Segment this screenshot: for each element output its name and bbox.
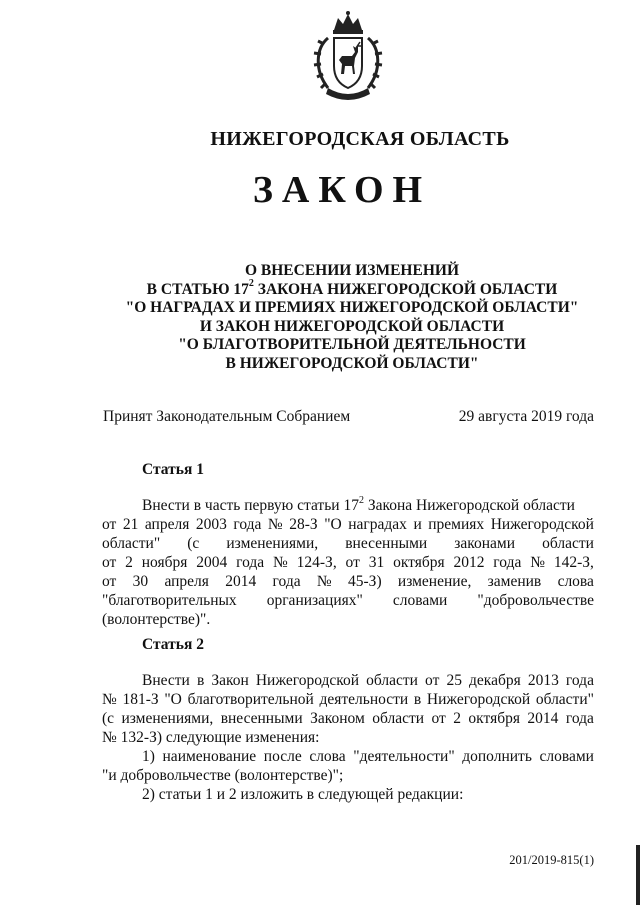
word: от [102,554,117,571]
word: года [272,573,301,590]
word: изменениями, [121,710,214,727]
word: 25 [446,672,462,689]
word: Нижегородской [255,672,360,689]
word: 2014 [527,710,559,727]
text-line: "и добровольчестве (волонтерстве)"; [102,767,344,784]
word: словами [539,748,594,765]
word: № [316,573,332,590]
adoption-date: 29 августа 2019 года [458,408,594,425]
word: (с [187,535,200,552]
word: года [233,516,262,533]
word: наградах [348,516,407,533]
law-title [102,262,602,373]
word: от [345,554,360,571]
word: Внести [142,672,190,689]
title-line: В НИЖЕГОРОДСКОЙ ОБЛАСТИ" [225,354,479,372]
word: 1) [142,748,155,765]
word: 45-З) [348,573,382,590]
word: года [565,672,594,689]
word: законами [454,535,516,552]
title-line: В СТАТЬЮ $17^2$ ЗАКОНА НИЖЕГОРОДСКОЙ ОБЛАСТИ [146,278,558,298]
word: октября [393,554,445,571]
word: словами [392,592,448,609]
word: Нижегородской [490,516,594,533]
word: 181-З [122,691,159,708]
word: в [413,691,422,708]
word: 2003 [195,516,227,533]
scan-edge-mark [636,845,640,905]
text-line: Внести в часть первую статьи $17^2$ Закона Нижегородской области [142,494,575,514]
document-number: 201/2019-815(1) [509,853,594,867]
text-line [102,591,594,610]
word: 2014 [225,573,257,590]
word: в [196,672,205,689]
word: "О [164,691,182,708]
word: 30 [132,573,149,590]
word: от [431,710,446,727]
article-2-text [102,671,594,804]
word: благотворительной [187,691,314,708]
word: (с [102,710,115,727]
text-line [102,671,594,690]
title-line: О ВНЕСЕНИИ ИЗМЕНЕНИЙ [244,262,459,279]
title-line: "О НАГРАДАХ И ПРЕМИЯХ НИЖЕГОРОДСКОЙ ОБЛАСТИ" [125,299,579,316]
list-item [102,747,594,766]
word: 2013 [527,672,559,689]
word: внесенными [220,710,303,727]
text-line [102,553,594,572]
word: от [425,672,440,689]
title-line: "О БЛАГОТВОРИТЕЛЬНОЙ ДЕЯТЕЛЬНОСТИ [178,336,526,353]
text-line [102,572,594,591]
word: № [530,554,545,571]
word: дополнить [462,748,532,765]
text-line: № 132-З) следующие изменения: [102,729,320,746]
word: премиях [428,516,485,533]
word: области [366,672,418,689]
word: 2 [125,554,133,571]
word: деятельности [319,691,409,708]
word: 21 [122,516,139,533]
word: 31 [368,554,385,571]
word: Законом [310,710,365,727]
word: 142-З, [553,554,594,571]
word: декабря [469,672,521,689]
word: "О [324,516,342,533]
word: № [102,691,117,708]
word: Нижегородской [426,691,531,708]
text-line [102,690,594,709]
word: Закон [211,672,249,689]
word: области [542,535,594,552]
word: апреля [144,516,190,533]
text-line [102,709,594,728]
title-line: И ЗАКОН НИЖЕГОРОДСКОЙ ОБЛАСТИ [199,317,505,335]
word: области" [102,535,161,552]
word: заменив [487,573,542,590]
word: № [267,516,283,533]
document-type: ЗАКОН [252,169,432,211]
word: № [273,554,288,571]
word: 2012 [453,554,485,571]
word: области" [535,691,594,708]
word: внесенными [345,535,428,552]
word: года [236,554,265,571]
word: после [263,748,302,765]
text-line [102,515,594,534]
word: 2004 [196,554,228,571]
text-line: (волонтерстве)". [102,611,211,628]
word: года [493,554,522,571]
coat-of-arms-icon [298,8,398,108]
word: от [102,573,117,590]
word: организациях" [266,592,363,609]
word: "добровольчестве [477,592,594,609]
word: "деятельности" [353,748,455,765]
word: слова [309,748,346,765]
word: изменение, [397,573,472,590]
region-name: НИЖЕГОРОДСКАЯ ОБЛАСТЬ [210,128,510,150]
word: ноября [141,554,188,571]
word: и [413,516,422,533]
word: наименование [162,748,257,765]
adopted-by: Принят Законодательным Собранием [103,408,351,425]
list-item: 2) статьи 1 и 2 изложить в следующей редакции: [142,786,464,803]
word: 2 [453,710,461,727]
word: изменениями, [226,535,319,552]
word: апреля [164,573,209,590]
word: области [372,710,425,727]
word: октября [468,710,520,727]
word: 28-З [289,516,318,533]
word: слова [557,573,594,590]
word: "благотворительных [102,592,237,609]
article-2-heading: Статья 2 [142,636,204,653]
text-line [102,534,594,553]
word: года [565,710,594,727]
word: от [102,516,117,533]
article-1-text [102,496,594,629]
word: 124-З, [296,554,337,571]
article-1-heading: Статья 1 [142,461,204,478]
